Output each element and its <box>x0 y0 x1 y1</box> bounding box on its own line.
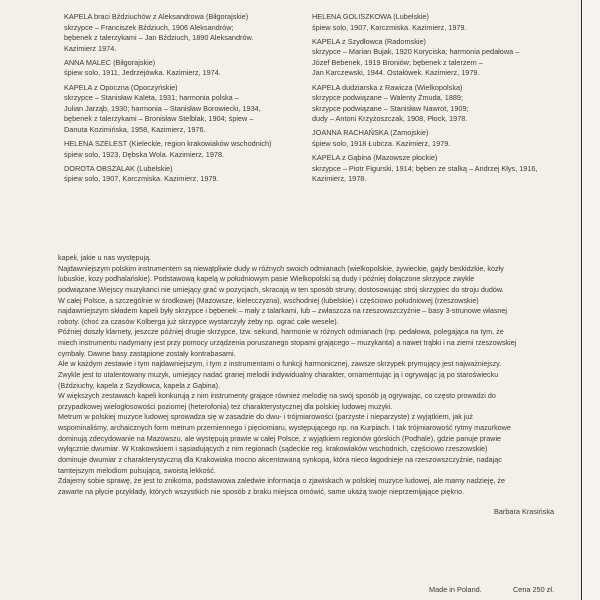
text-line: zawarte na płycie przykłady, których wszystkich nie sposób z braku miejsca omówić, same ukażą swoje nieprzemijające piękno. <box>58 486 465 496</box>
text-line: kapeli, jakie u nas występują. <box>58 253 152 262</box>
credit-title: KAPELA braci Bździuchów z Aleksandrowa (Biłgorajskie) <box>64 12 249 21</box>
text-line: podwiązane.Wiejscy muzykanci nie umiejący grać w pozycjach, skracają w ten sposób struny, dostosowując strój skrzypiec do stroju dudów. <box>58 284 504 294</box>
credit-line: śpiew solo, 1911, Jedrzejówka. Kazimierz, 1974. <box>64 68 221 78</box>
credits-right-column <box>312 12 538 188</box>
text-line: wspominaliśmy, archaicznych form metrum przemiennego i pięciomiaru, występującego np. na Kurpiach. I tak trójmiarowość rytmy mazurkowe <box>58 423 511 432</box>
credit-line: Julian Jarząb, 1930; harmonia – Stanisław Borowiecki, 1934, <box>64 103 261 113</box>
credit-line: śpiew solo, 1923, Dębska Wola. Kazimierz, 1978. <box>64 149 225 159</box>
credit-line: śpiew solo, 1918 Łubcza. Kazimierz, 1979. <box>312 139 451 149</box>
credit-entry <box>312 128 538 149</box>
text-line: tamtejszym melodiom pulsującą, swoistą lekkość. <box>58 465 216 475</box>
credit-line: dudy – Antoni Krzyżoszczak, 1908, Płock, 1978. <box>312 114 468 124</box>
credit-line: Danuta Kozimińska, 1958, Kazimierz, 1976. <box>64 124 206 134</box>
credit-line: Kazimierz 1974. <box>64 43 117 53</box>
liner-notes-text <box>58 253 516 497</box>
credit-title: KAPELA z Gąbina (Mazowsze płockie) <box>312 153 438 163</box>
credit-title: KAPELA dudziarska z Rawicza (Wielkopolska) <box>312 82 463 92</box>
made-in-label: Made in Poland. <box>429 585 482 594</box>
credit-line: skrzypce – Piotr Figurski, 1914; bęben ze stalką – Andrzej Kłys, 1916, <box>312 163 538 173</box>
credit-entry <box>64 83 272 136</box>
text-line: dominuje dwumiar z charakterystyczną dla Krakowiaka mocno akcentowaną synkopą, która nieco łagodnieje na rzeszowszczyźnie, nadając <box>58 454 502 464</box>
credit-title: KAPELA z Opoczna (Opoczyńskie) <box>64 82 178 92</box>
text-line: Najdawniejszym polskim instrumentem są niewątpliwie dudy w różnych swoich odmianach (wielkopolskie, żywieckie, gajdy beskidzkie, kozły <box>58 263 504 273</box>
text-line: W większych zestawach kapeli konkurują z nim instrumenty grające również melodię na swój sposób ją ogrywając, co często prowadzi do <box>58 391 496 401</box>
text-line: cymbały. Dawne basy zastąpione zostały kontrabasami. <box>58 348 236 358</box>
text-line: Zwykle jest to utalentowany muzyk, umiejący nadać granej melodii indywidualny charakter, ornamentując ją i ogrywając ją po staroświecku <box>58 369 499 379</box>
author-signature: Barbara Krasińska <box>494 507 555 516</box>
text-line: Ale w każdym zestawie i tym najdawniejszym, i tym z instrumentami o funkcji harmonicznej, zawsze skrzypek prymujący jest najważniejszy. <box>58 359 502 369</box>
credit-entry <box>312 83 538 125</box>
credit-line: Józef Bebenek, 1919 Broniów; bębenek z talerzem – <box>312 57 483 67</box>
credit-title: HELENA GOLISZKOWA (Lubelskie) <box>312 12 429 21</box>
credit-entry <box>64 164 272 185</box>
text-line: Później doszły klarnety, jeszcze później drugie skrzypce, tzw. sekund, harmonie w różnych odmianach (np. pedałowa, polegająca na tym, że <box>58 327 504 337</box>
credit-entry <box>64 12 272 54</box>
credit-line: skrzypce – Stanisław Kaleta, 1931; harmonia polska – <box>64 93 239 103</box>
text-line: przypadkowej wielogłosowości poziomej (heterofonia) też charakterystycznej dla polskiej ludowej muzyki. <box>58 401 393 411</box>
text-line: (Bździuchy, kapela z Szydłowca, kapela z Gąbina). <box>58 380 221 390</box>
credit-line: Kazimierz, 1978. <box>312 174 367 184</box>
text-line: najdawniejszym składem kapeli były skrzypce i bębenek – mały z talarkami, lub – zwłaszcza na rzeszowszczyźnie – basy 3-strunowe własnej <box>58 306 508 316</box>
credit-line: skrzypce – Marian Bujak, 1920 Koryciska; harmonia pedałowa – <box>312 47 520 57</box>
credit-line: Jan Karczewski, 1944. Ostałówek. Kazimierz, 1979. <box>312 68 480 78</box>
credit-line: bębenek z talerzykami – Jan Bździuch, 1890 Aleksandrów. <box>64 33 254 43</box>
credit-title: ANNA MALEC (Biłgorajskie) <box>64 57 156 67</box>
text-line: lubuskie, kozy podhalańskie). Podstawową kapelą w południowym pasie Wielkopolski są dudy i później dołączone skrzypce zwykle <box>58 274 475 284</box>
credit-line: śpiew solo, 1907, Karczmiska. Kazimierz, 1979. <box>64 174 219 184</box>
credit-entry <box>64 58 272 79</box>
price-label: Cena 250 zł. <box>513 585 554 594</box>
credit-title: JOANNA RACHAŃSKA (Zamojskie) <box>312 128 429 138</box>
text-line: roboty. (choć za czasów Kolberga już skrzypce wystarczyły żeby np. ograć całe wesele). <box>58 316 339 326</box>
credit-line: skrzypce – Franciszek Bździuch, 1906 Aleksandrów; <box>64 22 234 32</box>
credit-line: śpiew solo, 1907, Karczmiska. Kazimierz, 1979. <box>312 22 467 32</box>
credits-left-column <box>64 12 272 188</box>
credit-title: DOROTA OBSZALAK (Lubelskie) <box>64 163 173 173</box>
credit-entry <box>312 153 538 185</box>
credit-entry <box>64 139 272 160</box>
credit-title: HELENA SZELEST (Kieleckie, region krakowiaków wschodnich) <box>64 139 272 149</box>
sleeve-edge-line <box>581 0 582 600</box>
credit-line: skrzypce podwiązane – Walenty Żmuda, 1889; <box>312 93 464 103</box>
credit-entry <box>312 37 538 79</box>
text-line: Metrum w polskiej muzyce ludowej sprowadza się w zasadzie do dwu- i trójmiarowości (parzyste i nieparzyste) z wyjątkiem, jak już <box>58 412 474 422</box>
credit-title: KAPELA z Szydłowca (Radomskie) <box>312 36 426 46</box>
credit-line: skrzypce podwiązane – Stanisław Nawrot, 1909; <box>312 103 469 113</box>
sleeve-outer-area <box>582 0 600 600</box>
credit-entry <box>312 12 538 33</box>
credit-line: bębenek z talerzykami – Bronisław Stelblak, 1904; śpiew – <box>64 114 254 124</box>
text-line: wyłącznie dwumiar. W Krakowskiem i sąsiadujących z nim regionach (sądeckie reg. krakowiaków wschodnich, częściowo rzeszowskie) <box>58 444 488 454</box>
text-line: dominują zdecydowanie na Mazowszu, ale występują prawie w całej Polsce, z wyjątkiem regionów górskich (Podhale), gdzie panuje prawie <box>58 433 502 443</box>
text-line: Zdajemy sobie sprawę, że jest to znikoma, podstawowa zaledwie informacja o zjawiskach w polskiej muzyce ludowej, ale mamy nadzieję, że <box>58 476 506 486</box>
text-line: miech instrumentu nadymany jest przy pomocy urządzenia poruszanego stopami grającego – muzykanta) a nawet trąbki i na ziemi rzeszowskiej <box>58 338 517 347</box>
text-line: W całej Polsce, a szczególnie w środkowej (Mazowsze, kielecczyzna), wschodniej (lubelskie) i częściowo południowej (rzeszowskie) <box>58 295 479 305</box>
